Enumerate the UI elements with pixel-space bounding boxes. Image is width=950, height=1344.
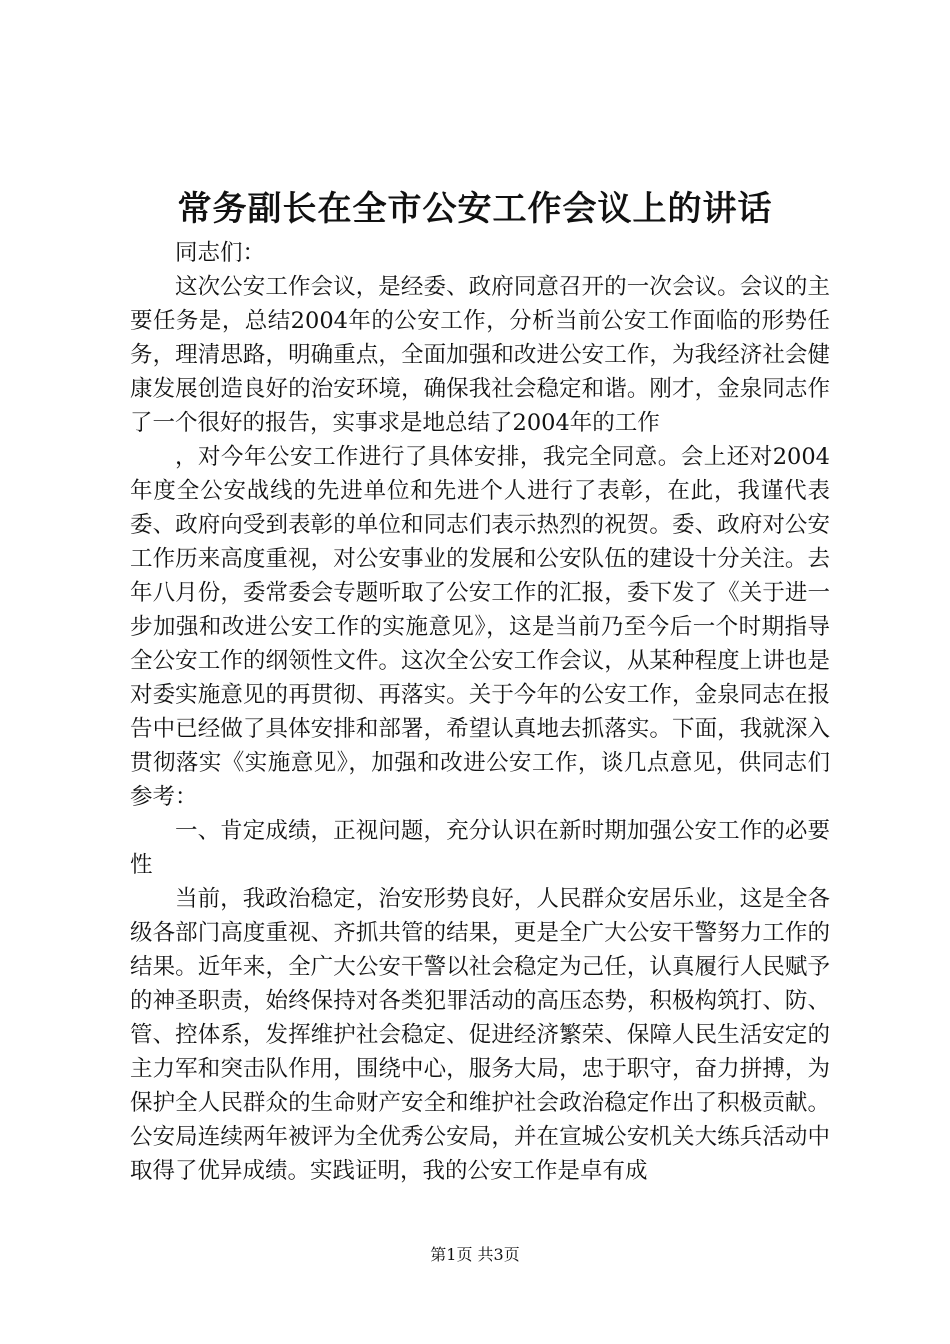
document-body <box>130 236 830 1188</box>
page-number-footer: 第1页 共3页 <box>430 1245 520 1264</box>
body-paragraph: ，对今年公安工作进行了具体安排，我完全同意。会上还对2004年度全公安战线的先进单位和先进个人进行了表彰，在此，我谨代表委、政府向受到表彰的单位和同志们表示热烈的祝贺。委、政府对公安工作历来高度重视，对公安事业的发展和公安队伍的建设十分关注。去年八月份，委常委会专题听取了公安工作的汇报，委下发了《关于进一步加强和改进公安工作的实施意见》，这是当前乃至今后一个时期指导全公安工作的纲领性文件。这次全公安工作会议，从某种程度上讲也是对委实施意见的再贯彻、再落实。关于今年的公安工作，金泉同志在报告中已经做了具体安排和部署，希望认真地去抓落实。下面，我就深入贯彻落实《实施意见》，加强和改进公安工作，谈几点意见，供同志们参考： <box>130 444 830 810</box>
section-heading-paragraph: 一、肯定成绩，正视问题，充分认识在新时期加强公安工作的必要性 <box>130 818 830 878</box>
body-paragraph: 当前，我政治稳定，治安形势良好，人民群众安居乐业，这是全各级各部门高度重视、齐抓共管的结果，更是全广大公安干警努力工作的结果。近年来，全广大公安干警以社会稳定为己任，认真履行人民赋予的神圣职责，始终保持对各类犯罪活动的高压态势，积极构筑打、防、管、控体系，发挥维护社会稳定、促进经济繁荣、保障人民生活安定的主力军和突击队作用，围绕中心，服务大局，忠于职守，奋力拼搏，为保护全人民群众的生命财产安全和维护社会政治稳定作出了积极贡献。公安局连续两年被评为全优秀公安局，并在宣城公安机关大练兵活动中取得了优异成绩。实践证明，我的公安工作是卓有成 <box>130 886 830 1184</box>
body-paragraph: 这次公安工作会议，是经委、政府同意召开的一次会议。会议的主要任务是，总结2004年的公安工作，分析当前公安工作面临的形势任务，理清思路，明确重点，全面加强和改进公安工作，为我经济社会健康发展创造良好的治安环境，确保我社会稳定和谐。刚才，金泉同志作了一个很好的报告，实事求是地总结了2004年的工作 <box>130 274 830 436</box>
salutation-paragraph: 同志们： <box>175 240 266 266</box>
document-title: 常务副长在全市公安工作会议上的讲话 <box>177 189 773 229</box>
